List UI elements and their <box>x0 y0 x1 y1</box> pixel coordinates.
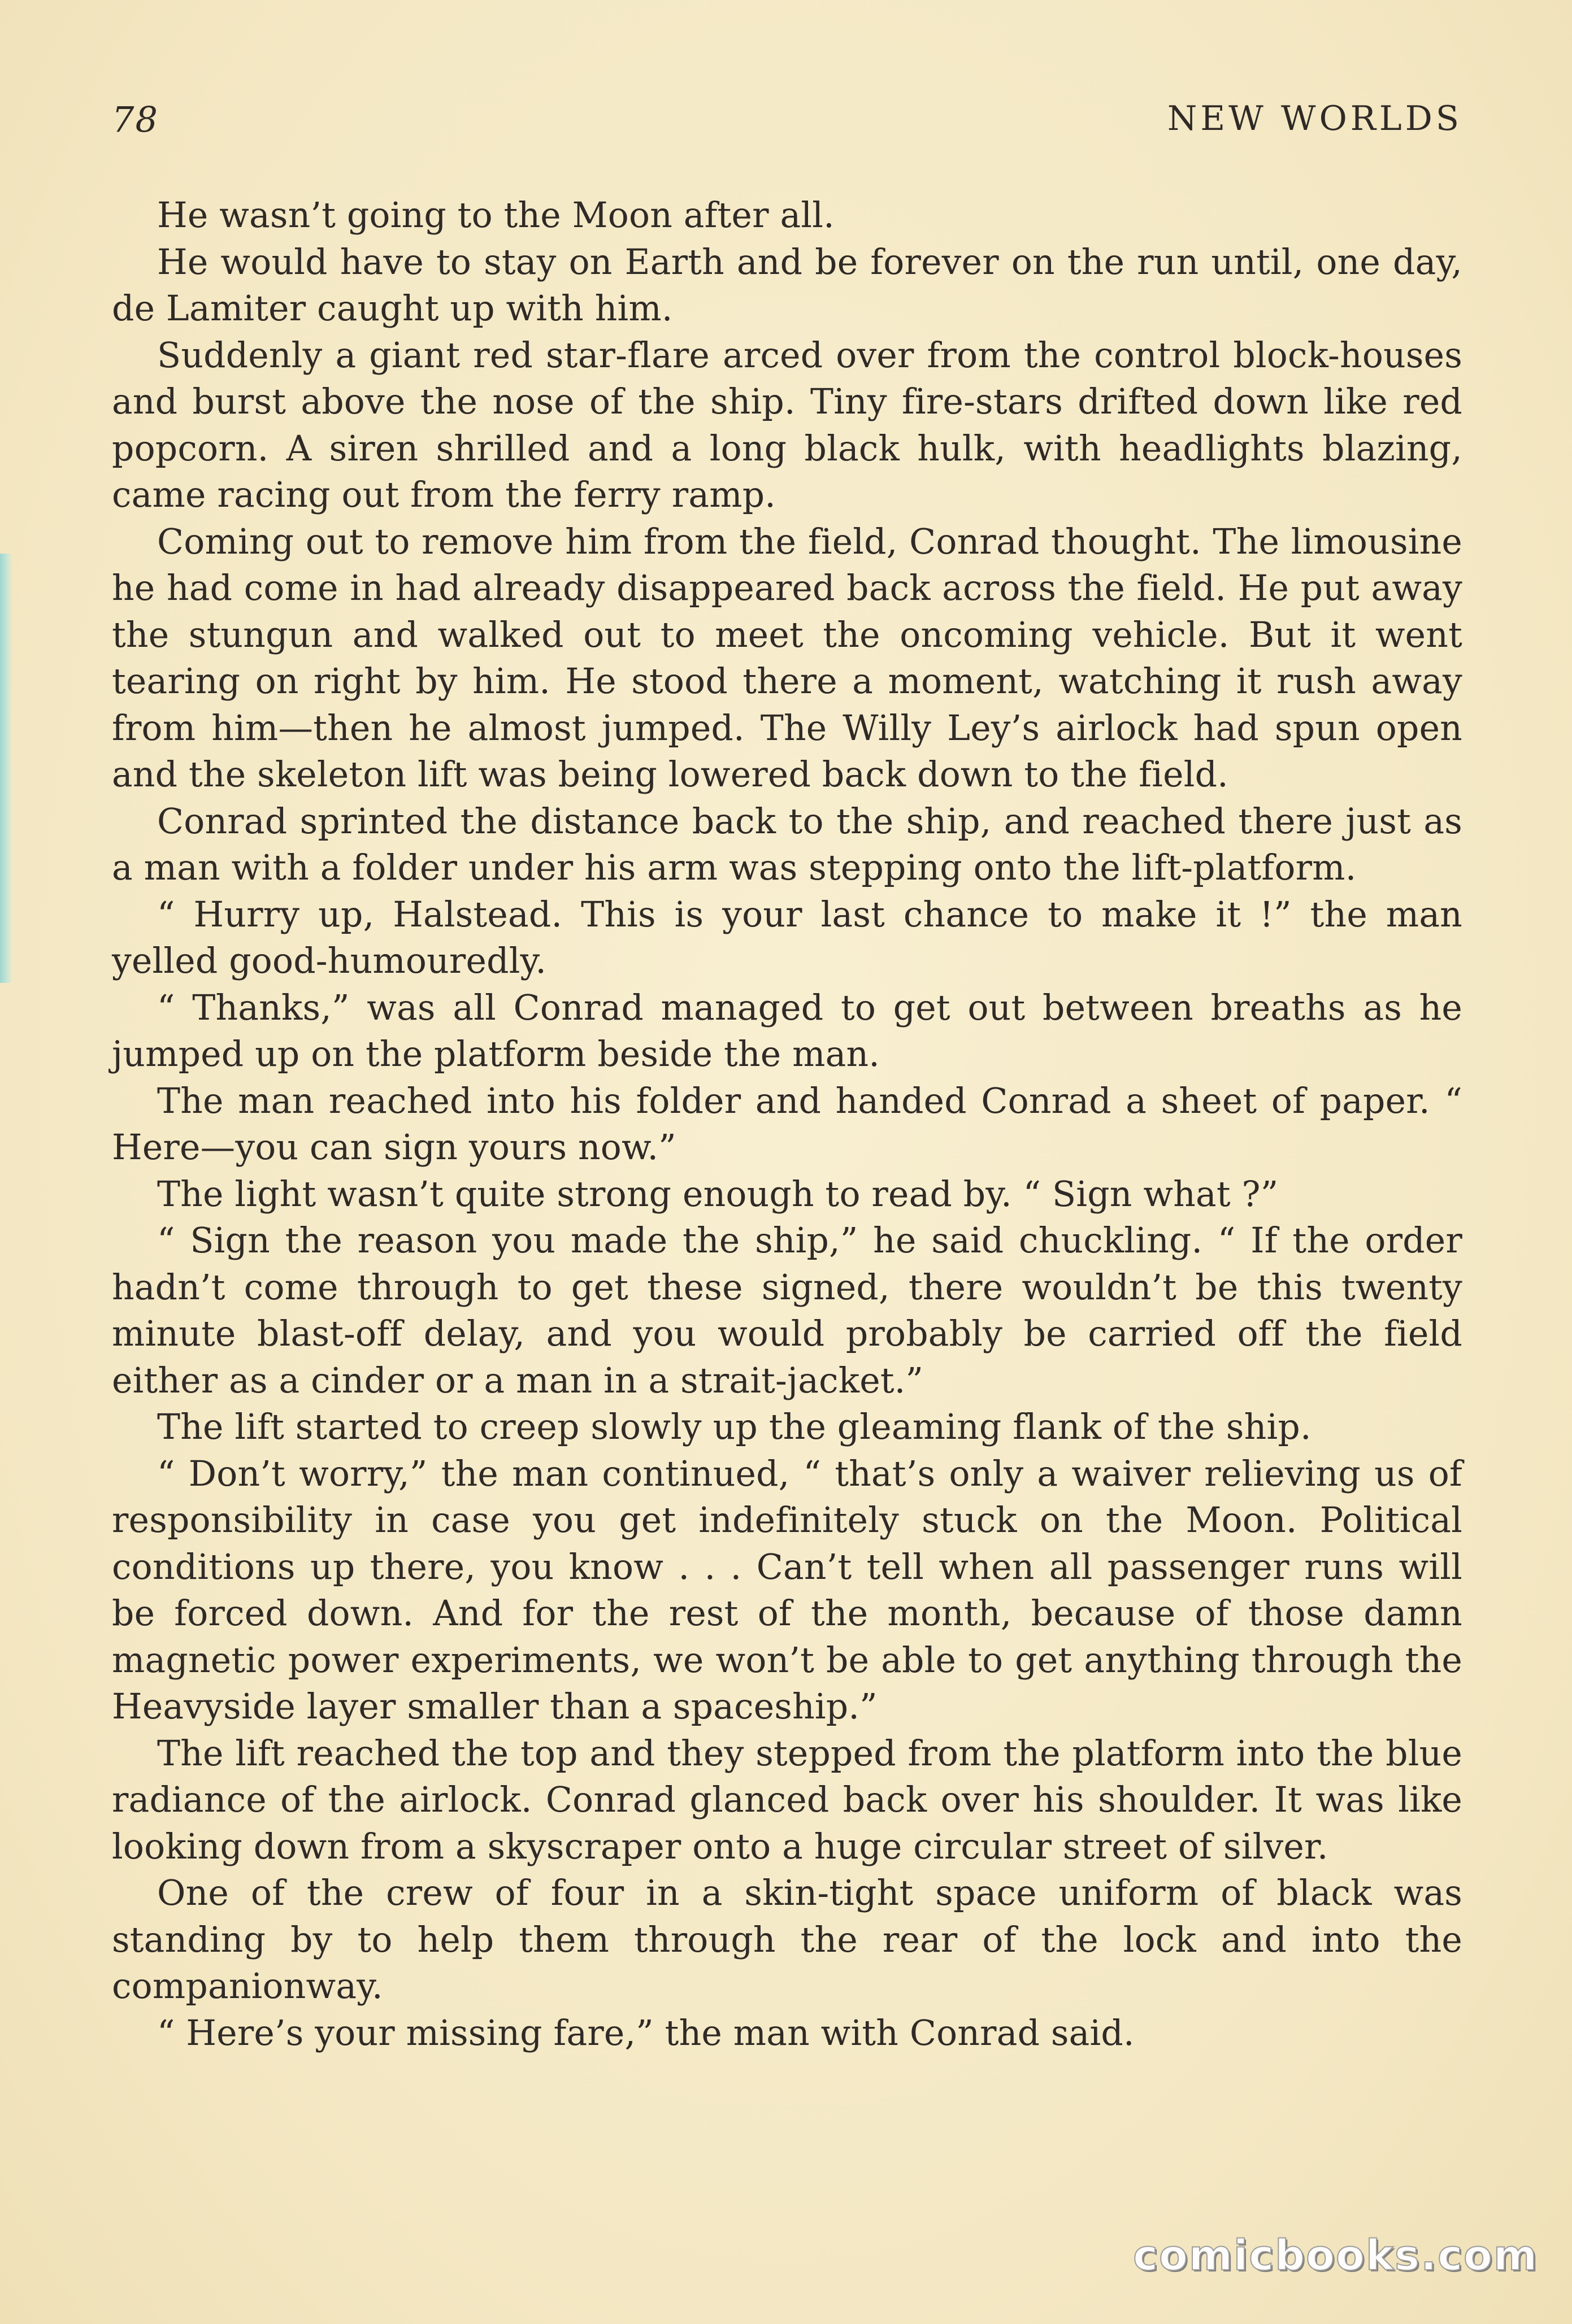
paragraph: “ Here’s your missing fare,” the man with Conrad said. <box>157 2012 1135 2053</box>
paragraph: “ Thanks,” was all Conrad managed to get out between breaths as he jumped up on the platform beside the man. <box>112 987 1462 1074</box>
paragraph: He wasn’t going to the Moon after all. <box>157 195 835 236</box>
paragraph: Coming out to remove him from the field, Conrad thought. The limousine he had come in had already disappeared back across the field. He put away the stungun and walked out to meet the oncoming vehicle. But it went tearing on right by him. He stood there a moment, watching it rush away from him—then he almost jumped. The Willy Ley’s airlock had spun open and the skeleton lift was being lowered back down to the field. <box>112 521 1462 795</box>
paragraph: He would have to stay on Earth and be forever on the run until, one day, de Lamiter caught up with him. <box>112 241 1462 329</box>
page-number: 78 <box>112 99 159 140</box>
paragraph: One of the crew of four in a skin-tight space uniform of black was standing by to help them through the rear of the lock and into the companionway. <box>112 1873 1462 2007</box>
paragraph: Suddenly a giant red star-flare arced over from the control block-houses and burst above the nose of the ship. Tiny fire-stars drifted down like red popcorn. A siren shrilled and a long black hulk, with headlights blazing, came racing out from the ferry ramp. <box>112 334 1462 515</box>
paragraph: “ Hurry up, Halstead. This is your last chance to make it !” the man yelled good-humouredly. <box>112 894 1462 981</box>
paragraph: The lift started to creep slowly up the gleaming flank of the ship. <box>157 1407 1312 1447</box>
paragraph: The lift reached the top and they stepped from the platform into the blue radiance of the airlock. Conrad glanced back over his shoulder. It was like looking down from a skyscraper onto a huge circular street of silver. <box>112 1733 1462 1867</box>
paragraph: The light wasn’t quite strong enough to read by. “ Sign what ?” <box>157 1173 1279 1215</box>
paragraph: The man reached into his folder and handed Conrad a sheet of paper. “ Here—you can sign yours now.” <box>112 1080 1462 1168</box>
page-header <box>112 99 1462 150</box>
paragraph: Conrad sprinted the distance back to the ship, and reached there just as a man with a folder under his arm was stepping onto the lift-platform. <box>112 800 1462 888</box>
running-head: NEW WORLDS <box>1167 99 1462 138</box>
paragraph: “ Sign the reason you made the ship,” he said chuckling. “ If the order hadn’t come through to get these signed, there wouldn’t be this twenty minute blast-off delay, and you would probably be carried off the field either as a cinder or a man in a strait-jacket.” <box>112 1220 1462 1401</box>
watermark-logo: comicbooks.com <box>1133 2231 1538 2280</box>
paragraph: “ Don’t worry,” the man continued, “ that’s only a waiver relieving us of responsibility in case you get indefinitely stuck on the Moon. Political conditions up there, you know . . . Can’t tell when all passenger runs will be forced down. And for the rest of the month, because of those damn magnetic power experiments, we won’t be able to get anything through the Heavyside layer smaller than a spaceship.” <box>112 1453 1462 1727</box>
body-text <box>112 192 1462 2056</box>
page-edge-stain <box>0 554 12 983</box>
